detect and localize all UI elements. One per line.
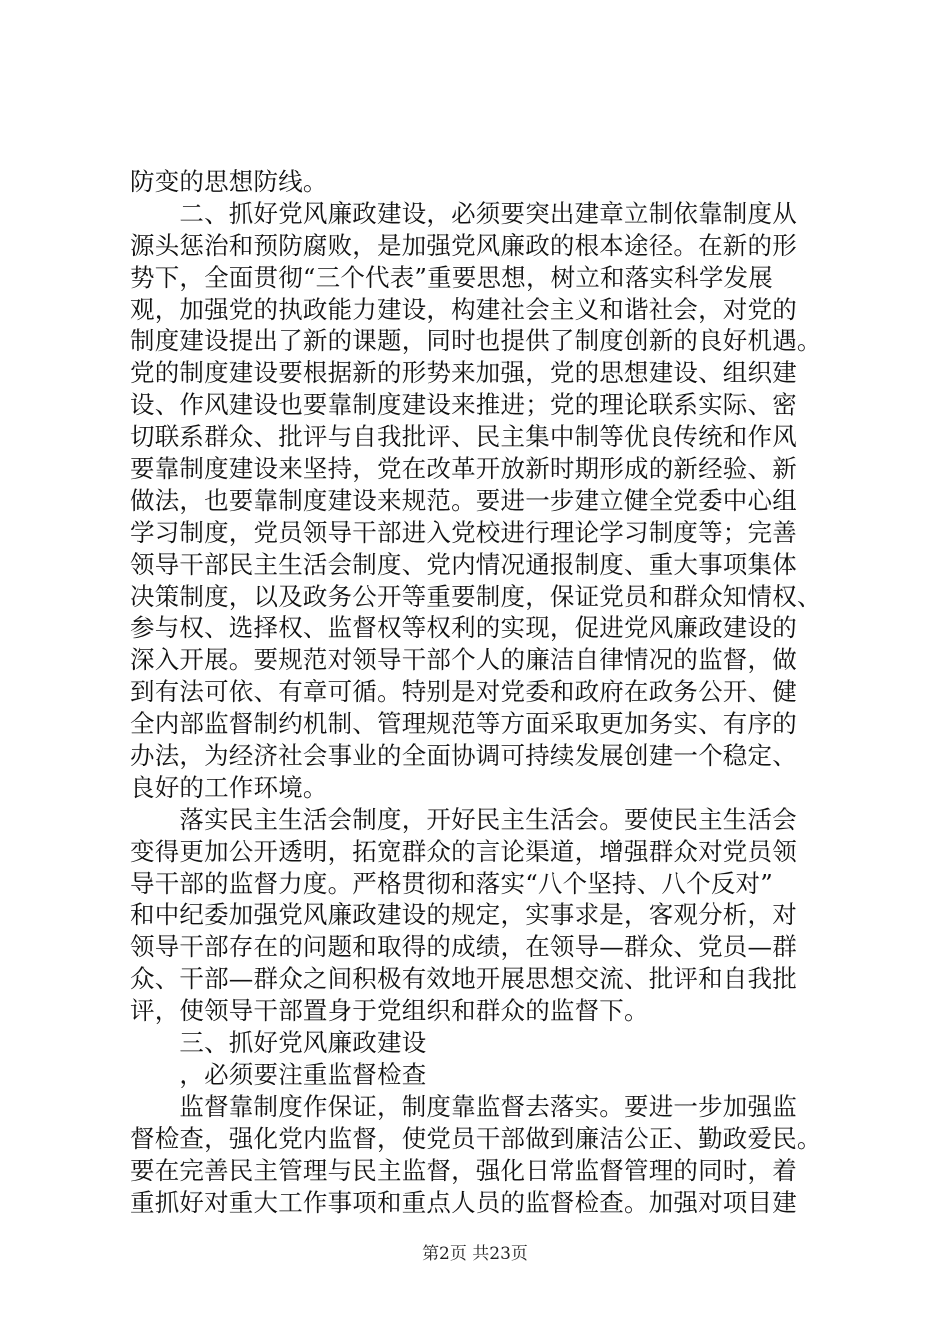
text-line: 参与权、选择权、监督权等权利的实现，促进党风廉政建设的 [130, 613, 797, 643]
section-heading: 三、抓好党风廉政建设 [130, 1028, 427, 1058]
page-number-footer: 第2页 共23页 [422, 1244, 528, 1264]
text-line: 落实民主生活会制度，开好民主生活会。要使民主生活会 [130, 804, 797, 834]
text-line: 评，使领导干部置身于党组织和群众的监督下。 [130, 996, 649, 1026]
text-line: 全内部监督制约机制、管理规范等方面采取更加务实、有序的 [130, 709, 797, 739]
text-line: 学习制度，党员领导干部进入党校进行理论学习制度等；完善 [130, 517, 797, 547]
text-line: 势下，全面贯彻“三个代表”重要思想，树立和落实科学发展 [130, 262, 773, 292]
text-line: 决策制度，以及政务公开等重要制度，保证党员和群众知情权、 [130, 581, 822, 611]
document-body [130, 166, 840, 1218]
text-line: 做法，也要靠制度建设来规范。要进一步建立健全党委中心组 [130, 485, 797, 515]
text-line: 办法，为经济社会事业的全面协调可持续发展创建一个稳定、 [130, 741, 797, 771]
text-line: 良好的工作环境。 [130, 772, 328, 802]
text-line: 要在完善民主管理与民主监督，强化日常监督管理的同时，着 [130, 1155, 797, 1185]
text-line: 防变的思想防线。 [130, 167, 328, 196]
text-line: 要靠制度建设来坚持，党在改革开放新时期形成的新经验、新 [130, 454, 797, 484]
text-line: 深入开展。要规范对领导干部个人的廉洁自律情况的监督，做 [130, 645, 797, 675]
text-line: 督检查，强化党内监督，使党员干部做到廉洁公正、勤政爱民。 [130, 1123, 822, 1153]
text-line: 变得更加公开透明，拓宽群众的言论渠道，增强群众对党员领 [130, 836, 797, 866]
text-line: 领导干部存在的问题和取得的成绩，在领导—群众、党员—群 [130, 932, 797, 962]
text-line: 导干部的监督力度。严格贯彻和落实“八个坚持、八个反对” [130, 868, 773, 898]
text-line: 二、抓好党风廉政建设，必须要突出建章立制依靠制度从 [130, 198, 797, 228]
section-heading-continued: ，必须要注重监督检查 [130, 1059, 427, 1089]
text-line: 切联系群众、批评与自我批评、民主集中制等优良传统和作风 [130, 422, 797, 452]
text-line: 观，加强党的执政能力建设，构建社会主义和谐社会，对党的 [130, 294, 797, 324]
text-line: 领导干部民主生活会制度、党内情况通报制度、重大事项集体 [130, 549, 797, 579]
text-line: 和中纪委加强党风廉政建设的规定，实事求是，客观分析，对 [130, 900, 797, 930]
text-line: 重抓好对重大工作事项和重点人员的监督检查。加强对项目建 [130, 1187, 797, 1217]
text-line: 监督靠制度作保证，制度靠监督去落实。要进一步加强监 [130, 1091, 797, 1121]
text-line: 到有法可依、有章可循。特别是对党委和政府在政务公开、健 [130, 677, 797, 707]
text-line: 制度建设提出了新的课题，同时也提供了制度创新的良好机遇。 [130, 326, 822, 356]
text-line: 党的制度建设要根据新的形势来加强，党的思想建设、组织建 [130, 358, 797, 388]
text-line: 设、作风建设也要靠制度建设来推进；党的理论联系实际、密 [130, 390, 797, 420]
text-line: 众、干部—群众之间积极有效地开展思想交流、批评和自我批 [130, 964, 797, 994]
text-line: 源头惩治和预防腐败，是加强党风廉政的根本途径。在新的形 [130, 230, 797, 260]
